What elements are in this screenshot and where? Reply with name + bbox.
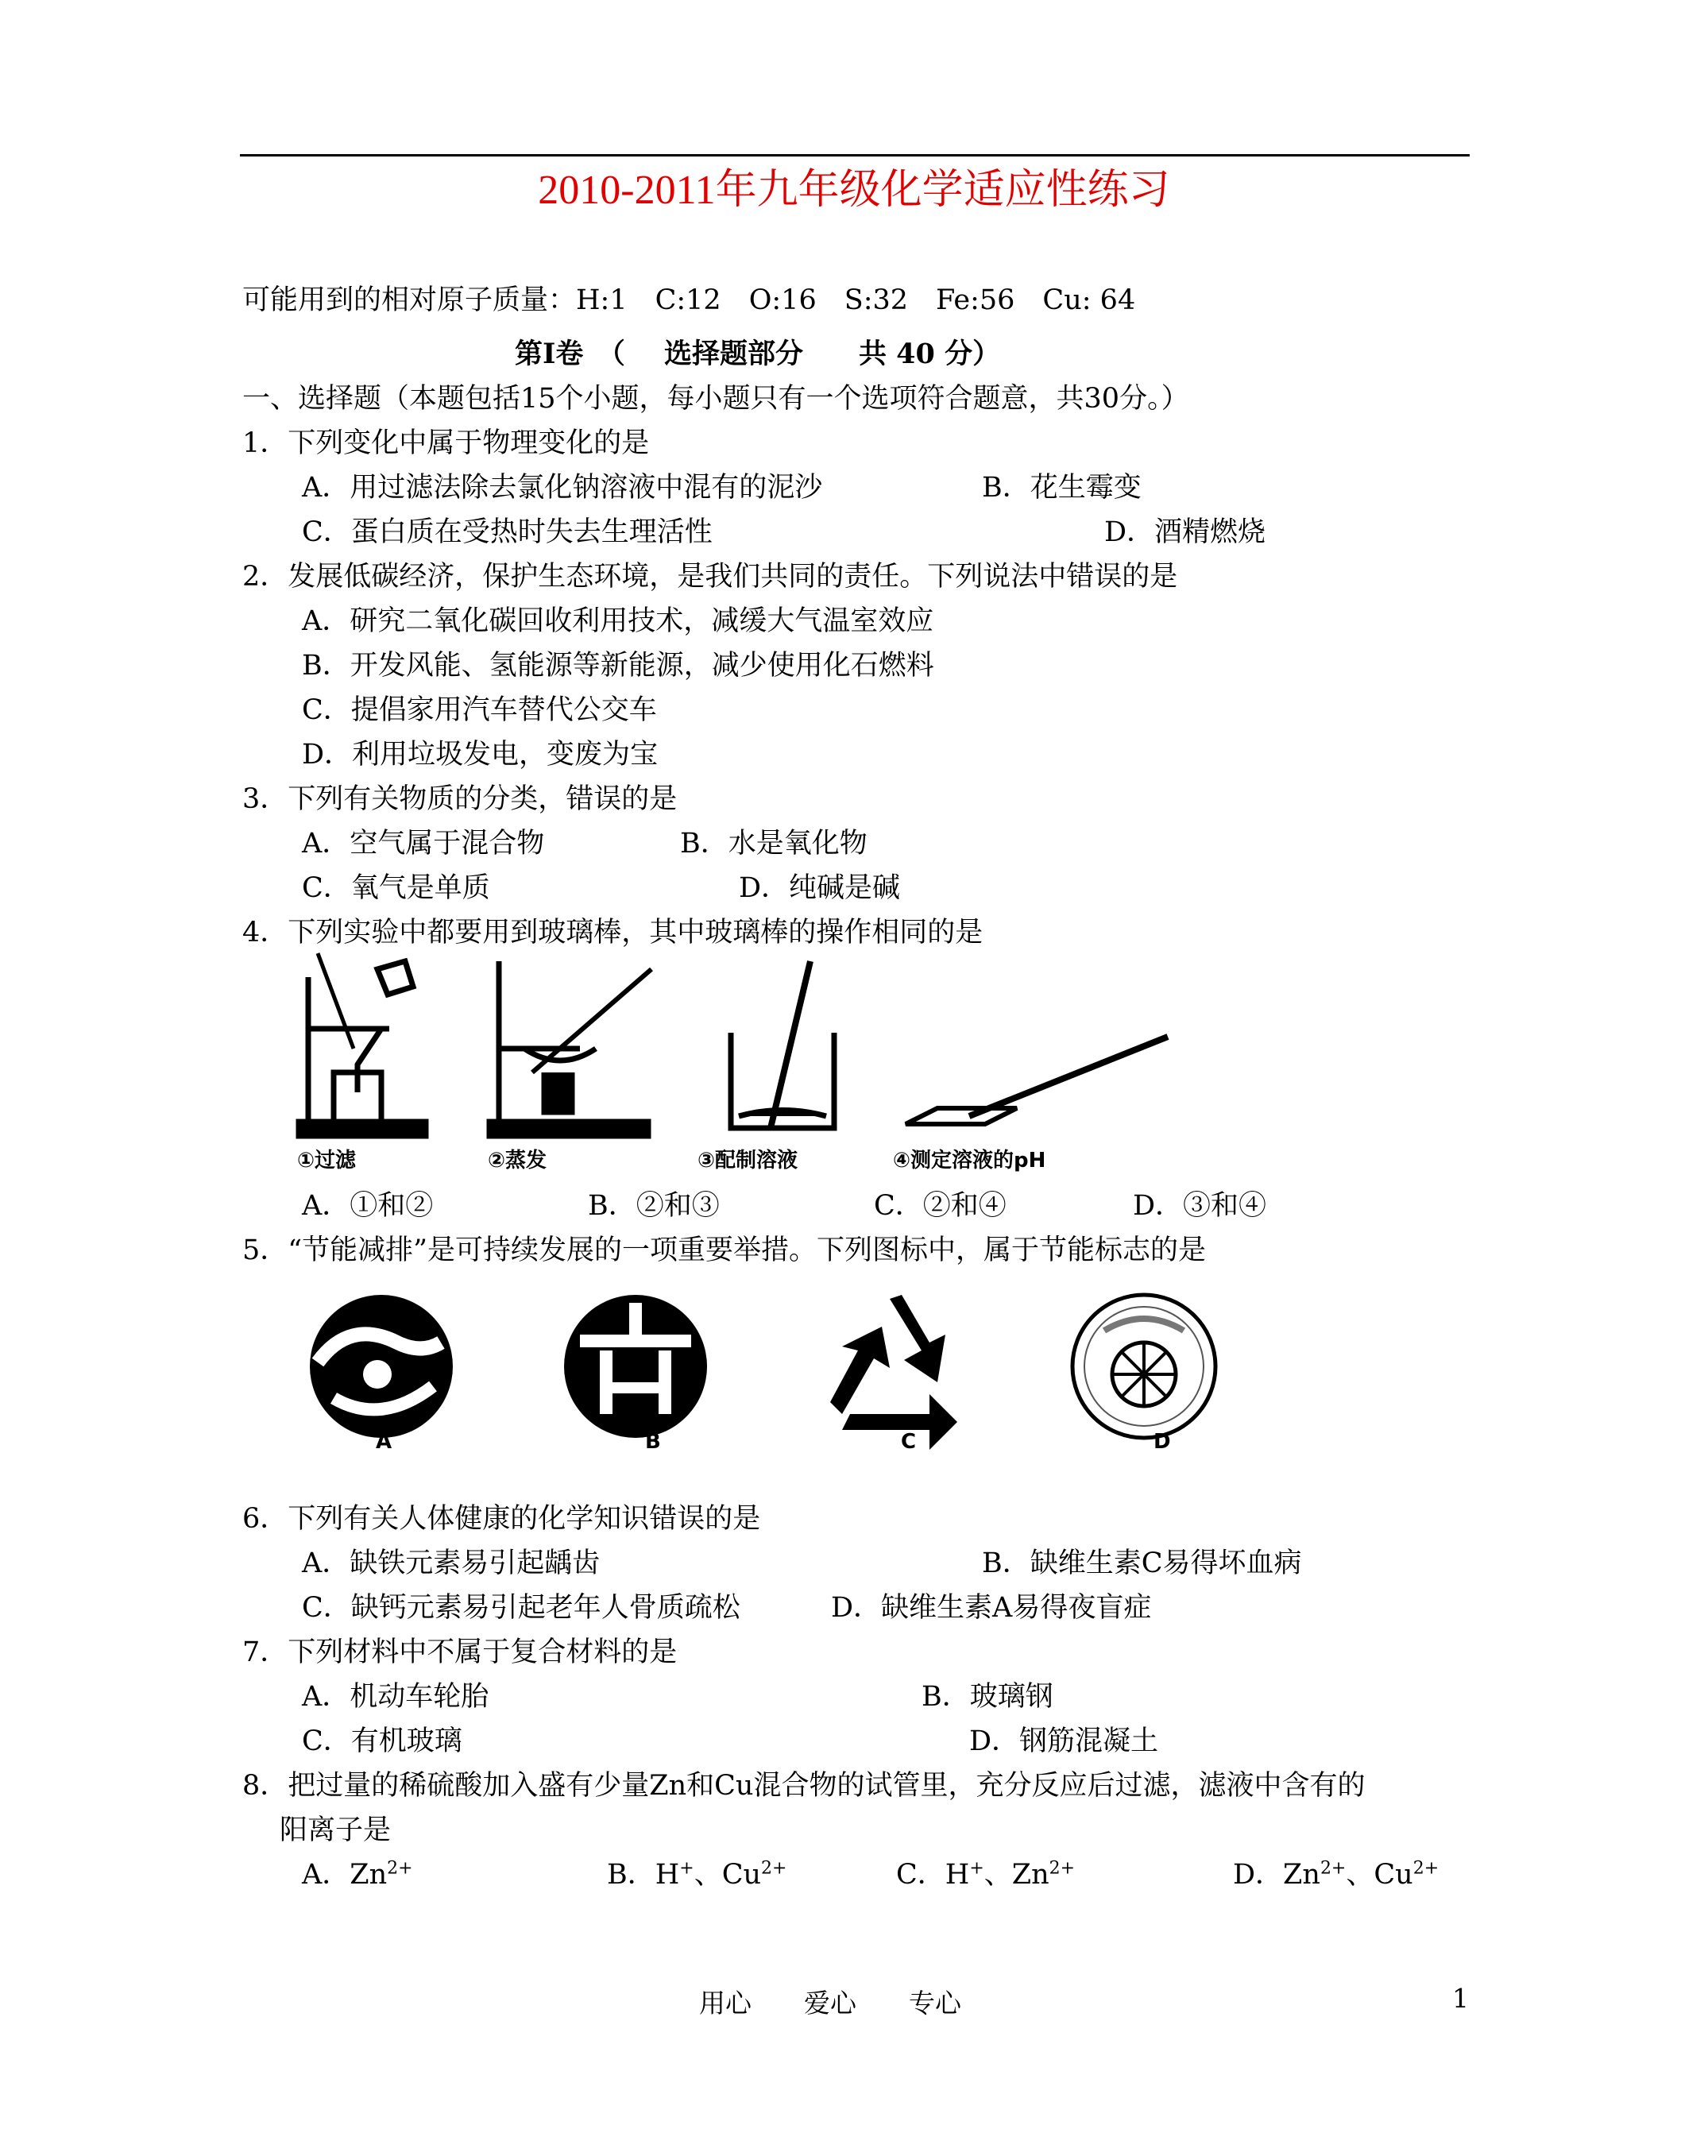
figure-label-filtration: ①过滤	[297, 1149, 357, 1173]
symbol-b-icon	[564, 1295, 707, 1438]
question-6-stem: 6．下列有关人体健康的化学知识错误的是	[242, 1503, 761, 1535]
recycling-icon	[830, 1295, 957, 1450]
question-3-option-d: D．纯碱是碱	[739, 872, 901, 904]
section-title-a: 第I卷 （	[515, 338, 625, 370]
question-1-option-c: C．蛋白质在受热时失去生理活性	[302, 516, 713, 548]
question-1-stem: 1．下列变化中属于物理变化的是	[242, 427, 650, 459]
question-8-option-c: C．H+、$Zn^{2+}$	[896, 1858, 1076, 1891]
question-2-option-d: D．利用垃圾发电，变废为宝	[302, 739, 659, 771]
symbol-label-a: A	[376, 1430, 392, 1454]
figure-label-evaporation: ②蒸发	[488, 1149, 547, 1173]
question-8-option-a: A．$Zn^{2+}$	[302, 1858, 413, 1891]
question-1-option-b: B．花生霉变	[982, 472, 1142, 504]
question-7-option-a: A．机动车轮胎	[302, 1681, 489, 1713]
question-4-option-c: C．②和④	[874, 1190, 1007, 1222]
question-7-option-c: C．有机玻璃	[302, 1725, 462, 1757]
question-3-option-b: B．水是氧化物	[680, 828, 868, 860]
question-2-option-a: A．研究二氧化碳回收利用技术，减缓大气温室效应	[302, 605, 934, 637]
question-6-option-c: C．缺钙元素易引起老年人骨质疏松	[302, 1592, 740, 1624]
question-3-option-a: A．空气属于混合物	[302, 828, 545, 860]
question-8-option-b: B．H+、$Cu^{2+}$	[607, 1858, 787, 1891]
symbol-d-icon	[1072, 1295, 1215, 1438]
footer-motto-2: 爱心	[804, 1988, 856, 2019]
question-1-option-a: A．用过滤法除去氯化钠溶液中混有的泥沙	[302, 472, 823, 504]
question-4-option-b: B．②和③	[588, 1190, 720, 1222]
symbol-figure	[302, 1287, 1223, 1462]
question-8-option-d: D．$Zn^{2+}$、$Cu^{2+}$	[1233, 1858, 1439, 1891]
page-title: 2010-2011年九年级化学适应性练习	[538, 168, 1170, 213]
question-8-stem: 8．把过量的稀硫酸加入盛有少量Zn和Cu混合物的试管里，充分反应后过滤，滤液中含有的	[242, 1770, 1366, 1802]
question-4-option-a: A．①和②	[302, 1190, 434, 1222]
question-3-option-c: C．氧气是单质	[302, 872, 490, 904]
question-7-option-b: B．玻璃钢	[922, 1681, 1053, 1713]
footer-motto-3: 专心	[909, 1988, 961, 2019]
solution-preparation-icon	[731, 961, 834, 1128]
question-7-stem: 7．下列材料中不属于复合材料的是	[242, 1636, 678, 1668]
ph-measurement-icon	[906, 1037, 1168, 1124]
page-number: 1	[1452, 1983, 1469, 2014]
question-6-option-b: B．缺维生素C易得坏血病	[982, 1547, 1302, 1579]
question-8-stem-continued: 阳离子是	[280, 1814, 392, 1846]
question-2-stem: 2．发展低碳经济，保护生态环境，是我们共同的责任。下列说法中错误的是	[242, 561, 1178, 593]
question-2-option-c: C．提倡家用汽车替代公交车	[302, 694, 657, 726]
question-6-option-d: D．缺维生素A易得夜盲症	[831, 1592, 1152, 1624]
question-4-option-d: D．③和④	[1133, 1190, 1267, 1222]
symbol-label-d: D	[1153, 1430, 1171, 1454]
footer-motto-1: 用心	[699, 1988, 752, 2019]
symbol-label-b: B	[645, 1430, 661, 1454]
atomic-masses: 可能用到的相对原子质量：H:1 C:12 O:16 S:32 Fe:56 Cu: 64	[242, 284, 1136, 316]
question-4-stem: 4．下列实验中都要用到玻璃棒，其中玻璃棒的操作相同的是	[242, 917, 983, 949]
evaporation-apparatus-icon	[489, 961, 651, 1136]
question-3-stem: 3．下列有关物质的分类，错误的是	[242, 783, 678, 815]
figure-label-ph: ④测定溶液的pH	[893, 1149, 1046, 1173]
question-1-option-d: D．酒精燃烧	[1104, 516, 1266, 548]
symbol-label-c: C	[901, 1430, 917, 1454]
question-6-option-a: A．缺铁元素易引起龋齿	[302, 1547, 601, 1579]
question-5-stem: 5．“节能减排”是可持续发展的一项重要举措。下列图标中，属于节能标志的是	[242, 1234, 1207, 1266]
header-rule	[240, 154, 1470, 156]
section-intro: 一、选择题（本题包括15个小题，每小题只有一个选项符合题意，共30分。）	[242, 383, 1189, 415]
energy-saving-logo-a-icon	[310, 1295, 453, 1438]
question-2-option-b: B．开发风能、氢能源等新能源，减少使用化石燃料	[302, 650, 934, 682]
figure-label-solution-prep: ③配制溶液	[697, 1149, 798, 1173]
question-7-option-d: D．钢筋混凝土	[969, 1725, 1159, 1757]
filtration-apparatus-icon	[299, 953, 426, 1136]
section-title-b: 选择题部分 共 40 分）	[664, 338, 1001, 370]
